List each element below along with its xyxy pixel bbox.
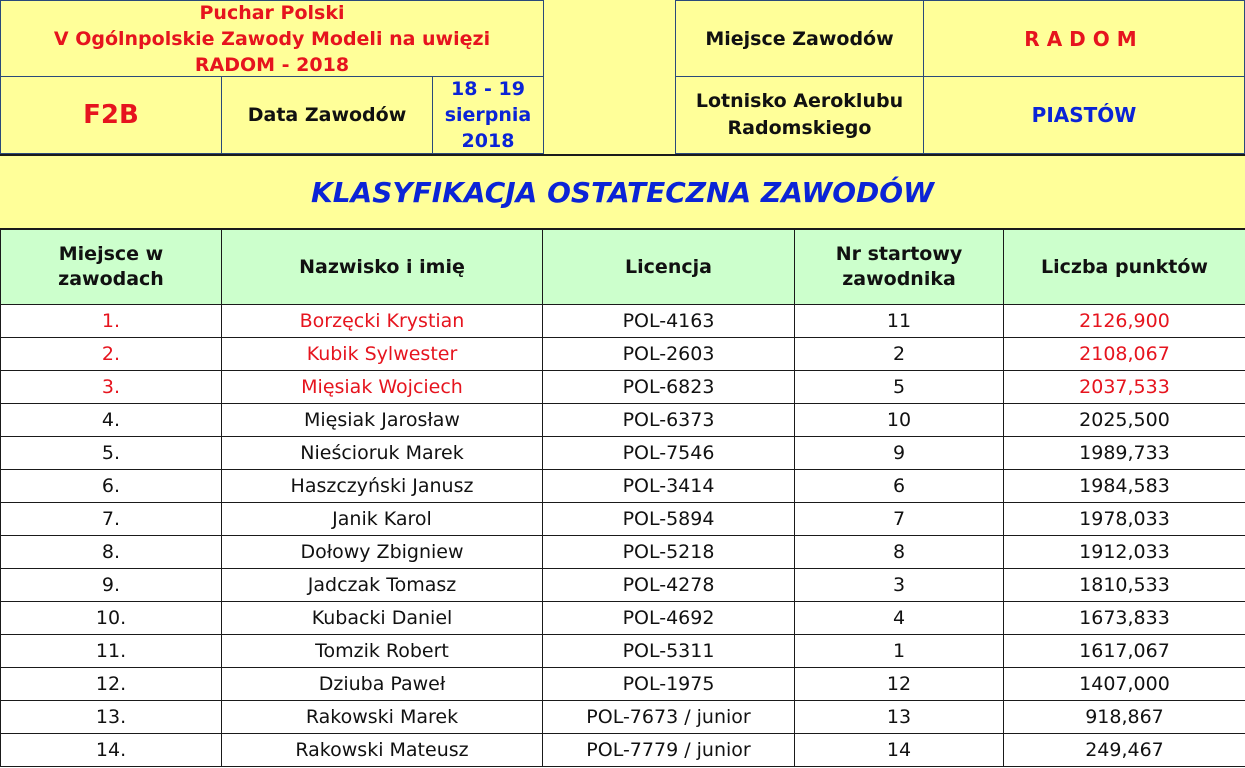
place-cell: 8. (1, 536, 222, 569)
venue-info-panel (675, 0, 1245, 154)
points-cell: 1407,000 (1004, 668, 1245, 701)
competition-class: F2B (1, 77, 222, 153)
points-cell: 2126,900 (1004, 305, 1245, 338)
points-cell: 918,867 (1004, 701, 1245, 734)
place-cell: 7. (1, 503, 222, 536)
competition-title (1, 1, 543, 77)
license-cell: POL-5218 (543, 536, 795, 569)
license-cell: POL-7546 (543, 437, 795, 470)
name-cell: Dziuba Paweł (222, 668, 543, 701)
table-row (1, 305, 1245, 338)
start-number-cell: 12 (795, 668, 1004, 701)
license-cell: POL-7673 / junior (543, 701, 795, 734)
date-label: Data Zawodów (222, 77, 433, 153)
table-row (1, 536, 1245, 569)
place-cell: 2. (1, 338, 222, 371)
table-header-row (1, 230, 1245, 305)
name-cell: Tomzik Robert (222, 635, 543, 668)
place-cell: 3. (1, 371, 222, 404)
place-cell: 6. (1, 470, 222, 503)
points-cell: 1673,833 (1004, 602, 1245, 635)
name-cell: Haszczyński Janusz (222, 470, 543, 503)
start-number-cell: 6 (795, 470, 1004, 503)
column-header-line: zawodach (58, 268, 164, 290)
name-cell: Nieścioruk Marek (222, 437, 543, 470)
points-cell: 1978,033 (1004, 503, 1245, 536)
column-header-place (1, 230, 222, 305)
start-number-cell: 10 (795, 404, 1004, 437)
place-cell: 12. (1, 668, 222, 701)
competition-info-panel (0, 0, 544, 154)
airfield-label-line: Lotnisko Aeroklubu (695, 90, 904, 112)
name-cell: Mięsiak Wojciech (222, 371, 543, 404)
name-cell: Rakowski Marek (222, 701, 543, 734)
points-cell: 1984,583 (1004, 470, 1245, 503)
license-cell: POL-7779 / junior (543, 734, 795, 767)
table-row (1, 668, 1245, 701)
classification-title: KLASYFIKACJA OSTATECZNA ZAWODÓW (311, 175, 934, 209)
license-cell: POL-6373 (543, 404, 795, 437)
column-header-license (543, 230, 795, 305)
license-cell: POL-3414 (543, 470, 795, 503)
table-row (1, 569, 1245, 602)
place-cell: 11. (1, 635, 222, 668)
place-cell: 14. (1, 734, 222, 767)
header-spacer (544, 0, 675, 154)
points-cell: 1617,067 (1004, 635, 1245, 668)
column-header-points (1004, 230, 1245, 305)
date-value (433, 77, 543, 153)
table-row (1, 371, 1245, 404)
start-number-cell: 5 (795, 371, 1004, 404)
table-row (1, 602, 1245, 635)
results-table (0, 229, 1245, 767)
competition-title-line: RADOM - 2018 (194, 53, 350, 76)
points-cell: 1810,533 (1004, 569, 1245, 602)
column-header-line: Nazwisko i imię (299, 255, 465, 278)
airfield-label (676, 77, 924, 153)
date-line: sierpnia (444, 104, 532, 126)
table-row (1, 404, 1245, 437)
name-cell: Rakowski Mateusz (222, 734, 543, 767)
date-line: 2018 (461, 130, 515, 152)
start-number-cell: 1 (795, 635, 1004, 668)
name-cell: Borzęcki Krystian (222, 305, 543, 338)
name-cell: Dołowy Zbigniew (222, 536, 543, 569)
place-cell: 10. (1, 602, 222, 635)
points-cell: 2025,500 (1004, 404, 1245, 437)
license-cell: POL-4278 (543, 569, 795, 602)
start-number-cell: 8 (795, 536, 1004, 569)
airfield-value: PIASTÓW (1031, 103, 1137, 127)
name-cell: Jadczak Tomasz (222, 569, 543, 602)
points-cell: 1912,033 (1004, 536, 1245, 569)
place-cell: 5. (1, 437, 222, 470)
table-row (1, 338, 1245, 371)
start-number-cell: 11 (795, 305, 1004, 338)
license-cell: POL-1975 (543, 668, 795, 701)
venue-value: RADOM (924, 1, 1244, 77)
points-cell: 2108,067 (1004, 338, 1245, 371)
license-cell: POL-6823 (543, 371, 795, 404)
place-cell: 9. (1, 569, 222, 602)
column-header-line: Nr startowy (835, 243, 963, 265)
start-number-cell: 7 (795, 503, 1004, 536)
column-header-line: Miejsce w (58, 243, 164, 265)
competition-title-line: Puchar Polski (199, 1, 345, 24)
table-row (1, 734, 1245, 767)
table-row (1, 437, 1245, 470)
name-cell: Janik Karol (222, 503, 543, 536)
start-number-cell: 9 (795, 437, 1004, 470)
start-number-cell: 2 (795, 338, 1004, 371)
start-number-cell: 14 (795, 734, 1004, 767)
date-line: 18 - 19 (451, 78, 525, 100)
venue-label: Miejsce Zawodów (676, 1, 924, 77)
points-cell: 1989,733 (1004, 437, 1245, 470)
competition-title-line: V Ogólnpolskie Zawody Modeli na uwięzi (53, 27, 491, 50)
column-header-line: Liczba punktów (1041, 255, 1208, 278)
table-row (1, 470, 1245, 503)
airfield-label-line: Radomskiego (727, 117, 872, 139)
column-header-line: zawodnika (842, 268, 956, 290)
table-row (1, 503, 1245, 536)
start-number-cell: 13 (795, 701, 1004, 734)
name-cell: Kubacki Daniel (222, 602, 543, 635)
column-header-start-number (795, 230, 1004, 305)
name-cell: Mięsiak Jarosław (222, 404, 543, 437)
start-number-cell: 4 (795, 602, 1004, 635)
license-cell: POL-2603 (543, 338, 795, 371)
classification-banner (0, 154, 1245, 229)
table-row (1, 701, 1245, 734)
column-header-name (222, 230, 543, 305)
points-cell: 249,467 (1004, 734, 1245, 767)
name-cell: Kubik Sylwester (222, 338, 543, 371)
start-number-cell: 3 (795, 569, 1004, 602)
place-cell: 1. (1, 305, 222, 338)
license-cell: POL-4163 (543, 305, 795, 338)
place-cell: 4. (1, 404, 222, 437)
license-cell: POL-4692 (543, 602, 795, 635)
place-cell: 13. (1, 701, 222, 734)
points-cell: 2037,533 (1004, 371, 1245, 404)
column-header-line: Licencja (625, 255, 712, 278)
license-cell: POL-5311 (543, 635, 795, 668)
license-cell: POL-5894 (543, 503, 795, 536)
table-row (1, 635, 1245, 668)
